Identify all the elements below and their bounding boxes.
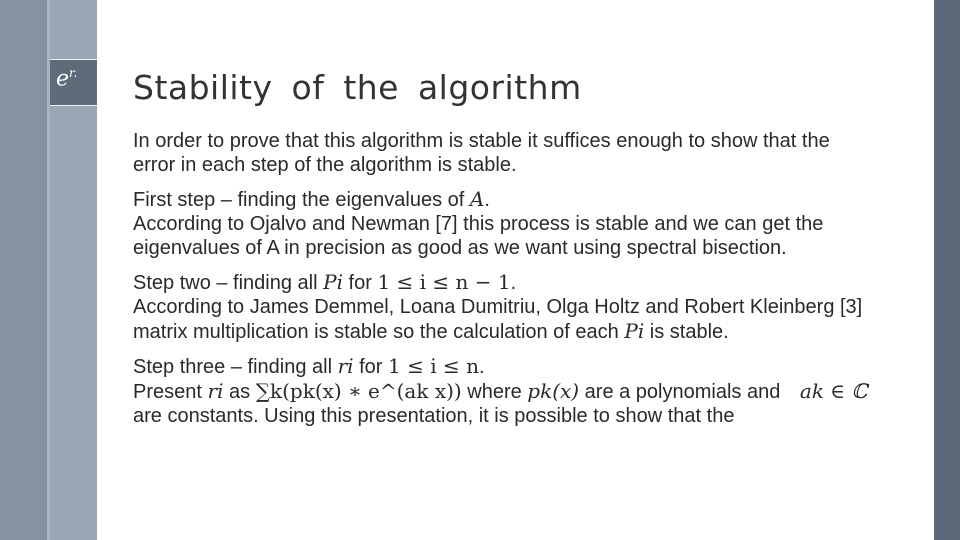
left-decor-bar <box>0 0 47 540</box>
step-three-paragraph: Step three – finding all ri for 1 ≤ i ≤ n. Present ri as ∑k(pk(x) ∗ e^(ak x)) where pk(x) are a polynomials and ak ∈ ℂ are constants. Using this presentation, it is possible to show that the <box>133 354 868 427</box>
step-one-paragraph: First step – finding the eigenvalues of A. According to Ojalvo and Newman [7] this process is stable and we can get the eigenvalues of A in precision as good as we want using spectral bisection. <box>133 187 824 259</box>
logo: $e^{r.}$ <box>56 66 78 92</box>
intro-paragraph: In order to prove that this algorithm is stable it suffices enough to show that the error in each step of the algorithm is stable. <box>133 130 830 176</box>
slide-title: Stability of the algorithm <box>133 68 582 107</box>
sum-formula: ∑k(pk(x) ∗ e^(ak x)) <box>255 379 462 403</box>
slide-body <box>133 129 873 484</box>
step-two-paragraph: Step two – finding all Pi for 1 ≤ i ≤ n − 1. According to James Demmel, Loana Dumitriu, Olga Holtz and Robert Kleinberg [3] matrix multiplication is stable so the calculation of each Pi is stable. <box>133 270 863 343</box>
right-decor-bar <box>934 0 960 540</box>
